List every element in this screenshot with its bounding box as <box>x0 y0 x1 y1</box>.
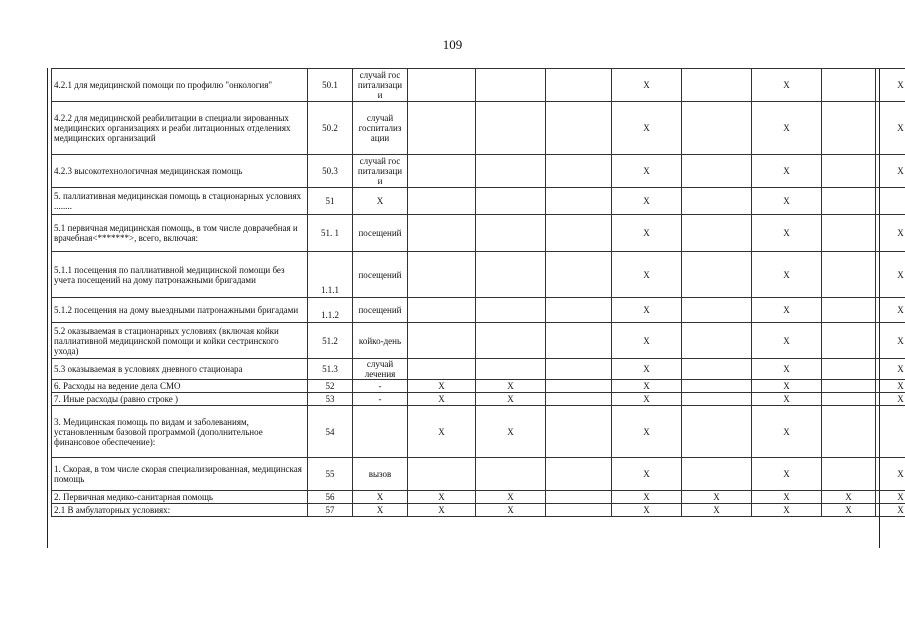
table-row <box>52 458 905 491</box>
value-cell <box>822 102 876 155</box>
value-cell <box>682 69 752 102</box>
value-cell: X <box>752 406 822 458</box>
value-cell <box>476 155 546 188</box>
row-code-cell: 1.1.2 <box>308 298 353 323</box>
value-cell: X <box>476 393 546 406</box>
table-row <box>52 69 905 102</box>
row-code-cell: 55 <box>308 458 353 491</box>
value-cell <box>408 252 476 298</box>
value-cell: X <box>752 252 822 298</box>
row-name-cell: 3. Медицинская помощь по видам и заболеваниям, установленным базовой программой (дополнительное финансовое обеспечение): <box>52 406 308 458</box>
row-code-cell: 50.2 <box>308 102 353 155</box>
value-cell <box>476 252 546 298</box>
value-cell <box>408 188 476 215</box>
row-name-cell: 5.3 оказываемая в условиях дневного стационара <box>52 359 308 380</box>
table-row <box>52 359 905 380</box>
value-cell: X <box>876 323 905 359</box>
value-cell: X <box>476 406 546 458</box>
value-cell: X <box>752 323 822 359</box>
row-unit-cell: случай лечения <box>353 359 408 380</box>
row-name-cell: 4.2.2 для медицинской реабилитации в специали зированных медицинских организациях и реаби литационных отделениях медицинских организаций <box>52 102 308 155</box>
row-unit-cell: вызов <box>353 458 408 491</box>
row-name-cell: 4.2.3 высокотехнологичная медицинская помощь <box>52 155 308 188</box>
value-cell: X <box>752 491 822 504</box>
value-cell <box>822 215 876 252</box>
row-name-cell: 5.2 оказываемая в стационарных условиях (включая койки паллиативной медицинской помощи и койки сестринского ухода) <box>52 323 308 359</box>
value-cell: X <box>876 69 905 102</box>
value-cell <box>682 188 752 215</box>
row-code-cell: 51 <box>308 188 353 215</box>
value-cell <box>822 359 876 380</box>
value-cell: X <box>408 380 476 393</box>
value-cell: X <box>476 504 546 517</box>
value-cell: X <box>752 380 822 393</box>
table-row <box>52 188 905 215</box>
row-code-cell: 53 <box>308 393 353 406</box>
row-unit-cell: посещений <box>353 215 408 252</box>
value-cell: X <box>682 504 752 517</box>
row-unit-cell: X <box>353 504 408 517</box>
value-cell <box>546 323 612 359</box>
data-table <box>51 68 905 517</box>
value-cell: X <box>752 155 822 188</box>
value-cell <box>546 406 612 458</box>
value-cell <box>822 69 876 102</box>
row-name-cell: 5.1.2 посещения на дому выездными патронажными бригадами <box>52 298 308 323</box>
table-row <box>52 252 905 298</box>
value-cell: X <box>612 323 682 359</box>
value-cell: X <box>876 298 905 323</box>
value-cell <box>822 323 876 359</box>
value-cell: X <box>752 393 822 406</box>
table-row <box>52 298 905 323</box>
value-cell: X <box>612 69 682 102</box>
value-cell <box>546 359 612 380</box>
value-cell: X <box>612 188 682 215</box>
value-cell <box>682 102 752 155</box>
row-name-cell: 5. паллиативная медицинская помощь в стационарных условиях ........ <box>52 188 308 215</box>
table-row <box>52 215 905 252</box>
value-cell: X <box>612 102 682 155</box>
row-unit-cell <box>353 406 408 458</box>
value-cell <box>546 491 612 504</box>
row-code-cell: 54 <box>308 406 353 458</box>
value-cell: X <box>612 491 682 504</box>
value-cell: X <box>876 380 905 393</box>
row-name-cell: 2. Первичная медико-санитарная помощь <box>52 491 308 504</box>
row-unit-cell: - <box>353 393 408 406</box>
value-cell <box>476 359 546 380</box>
row-name-cell: 5.1.1 посещения по паллиативной медицинской помощи без учета посещений на дому патронажными бригадами <box>52 252 308 298</box>
value-cell: X <box>822 504 876 517</box>
value-cell <box>682 252 752 298</box>
row-code-cell: 51.2 <box>308 323 353 359</box>
row-unit-cell: - <box>353 380 408 393</box>
row-name-cell: 4.2.1 для медицинской помощи по профилю "онкология" <box>52 69 308 102</box>
row-unit-cell: случай гос питализаци и <box>353 69 408 102</box>
value-cell <box>546 458 612 491</box>
value-cell <box>546 504 612 517</box>
table-row <box>52 406 905 458</box>
value-cell <box>546 215 612 252</box>
value-cell <box>476 69 546 102</box>
row-code-cell: 51. 1 <box>308 215 353 252</box>
value-cell <box>546 380 612 393</box>
value-cell: X <box>822 491 876 504</box>
row-unit-cell: посещений <box>353 252 408 298</box>
left-rule <box>47 68 48 548</box>
row-unit-cell: койко-день <box>353 323 408 359</box>
value-cell: X <box>612 359 682 380</box>
value-cell: X <box>876 102 905 155</box>
value-cell <box>682 215 752 252</box>
row-code-cell: 51.3 <box>308 359 353 380</box>
value-cell: X <box>612 298 682 323</box>
value-cell: X <box>612 393 682 406</box>
value-cell: X <box>612 504 682 517</box>
value-cell: X <box>476 380 546 393</box>
value-cell <box>546 188 612 215</box>
value-cell <box>822 298 876 323</box>
value-cell <box>682 298 752 323</box>
table-row <box>52 504 905 517</box>
row-name-cell: 7. Иные расходы (равно строке ) <box>52 393 308 406</box>
value-cell <box>682 380 752 393</box>
value-cell <box>822 380 876 393</box>
value-cell: X <box>752 69 822 102</box>
row-unit-cell: X <box>353 491 408 504</box>
value-cell: X <box>752 188 822 215</box>
value-cell <box>408 359 476 380</box>
row-name-cell: 2.1 В амбулаторных условиях: <box>52 504 308 517</box>
value-cell: X <box>612 380 682 393</box>
value-cell <box>476 323 546 359</box>
value-cell <box>546 102 612 155</box>
row-code-cell: 57 <box>308 504 353 517</box>
value-cell <box>682 155 752 188</box>
value-cell: X <box>408 393 476 406</box>
value-cell <box>476 298 546 323</box>
value-cell <box>546 69 612 102</box>
value-cell: X <box>752 504 822 517</box>
value-cell: X <box>876 252 905 298</box>
value-cell <box>408 458 476 491</box>
page-number: 109 <box>442 37 463 52</box>
value-cell: X <box>612 458 682 491</box>
value-cell: X <box>752 102 822 155</box>
value-cell: X <box>408 504 476 517</box>
value-cell <box>822 406 876 458</box>
value-cell: X <box>408 406 476 458</box>
row-code-cell: 56 <box>308 491 353 504</box>
row-name-cell: 5.1 первичная медицинская помощь, в том числе доврачебная и врачебная<*******>, всего, включая: <box>52 215 308 252</box>
value-cell: X <box>752 458 822 491</box>
value-cell <box>408 215 476 252</box>
value-cell <box>822 393 876 406</box>
value-cell <box>822 188 876 215</box>
value-cell <box>682 406 752 458</box>
value-cell <box>682 393 752 406</box>
value-cell: X <box>876 359 905 380</box>
value-cell: X <box>876 215 905 252</box>
value-cell <box>876 406 905 458</box>
value-cell <box>546 393 612 406</box>
value-cell <box>408 155 476 188</box>
value-cell: X <box>682 491 752 504</box>
value-cell: X <box>876 393 905 406</box>
value-cell: X <box>876 504 905 517</box>
table-row <box>52 380 905 393</box>
value-cell <box>408 69 476 102</box>
row-code-cell: 1.1.1 <box>308 252 353 298</box>
row-unit-cell: посещений <box>353 298 408 323</box>
row-code-cell: 50.1 <box>308 69 353 102</box>
value-cell <box>876 188 905 215</box>
value-cell: X <box>408 491 476 504</box>
value-cell <box>476 458 546 491</box>
value-cell: X <box>612 215 682 252</box>
value-cell <box>546 298 612 323</box>
value-cell: X <box>876 458 905 491</box>
table-row <box>52 323 905 359</box>
row-unit-cell: случай госпитализ ации <box>353 102 408 155</box>
value-cell <box>822 155 876 188</box>
value-cell <box>682 323 752 359</box>
table-row <box>52 393 905 406</box>
value-cell <box>476 102 546 155</box>
value-cell <box>408 323 476 359</box>
value-cell <box>822 458 876 491</box>
row-name-cell: 1. Скорая, в том числе скорая специализированная, медицинская помощь <box>52 458 308 491</box>
value-cell: X <box>752 215 822 252</box>
value-cell <box>822 252 876 298</box>
value-cell <box>408 102 476 155</box>
row-unit-cell: случай гос питализаци и <box>353 155 408 188</box>
row-code-cell: 52 <box>308 380 353 393</box>
table-body <box>52 69 905 517</box>
value-cell <box>682 458 752 491</box>
value-cell: X <box>876 491 905 504</box>
value-cell <box>546 155 612 188</box>
row-code-cell: 50.3 <box>308 155 353 188</box>
value-cell: X <box>612 406 682 458</box>
value-cell: X <box>876 155 905 188</box>
row-name-cell: 6. Расходы на ведение дела СМО <box>52 380 308 393</box>
value-cell: X <box>612 155 682 188</box>
value-cell: X <box>612 252 682 298</box>
table-row <box>52 155 905 188</box>
table-row <box>52 491 905 504</box>
value-cell: X <box>476 491 546 504</box>
value-cell <box>476 188 546 215</box>
table-row <box>52 102 905 155</box>
value-cell <box>408 298 476 323</box>
value-cell <box>682 359 752 380</box>
value-cell <box>546 252 612 298</box>
value-cell: X <box>752 359 822 380</box>
row-unit-cell: X <box>353 188 408 215</box>
value-cell: X <box>752 298 822 323</box>
value-cell <box>476 215 546 252</box>
